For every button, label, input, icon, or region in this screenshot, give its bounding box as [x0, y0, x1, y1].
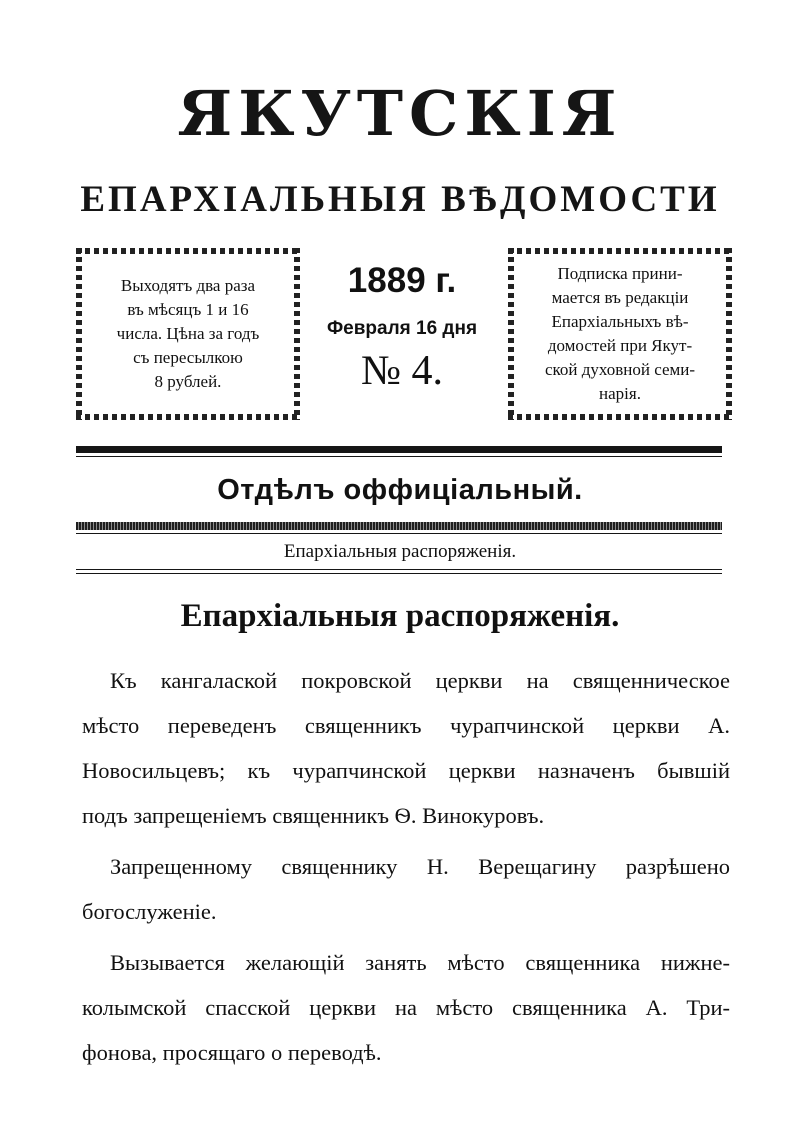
text-line: богослуженіе. — [82, 899, 217, 924]
divider-thin — [76, 533, 722, 534]
divider-hatched — [76, 522, 722, 530]
article-title: Епархіальныя распоряженія. — [180, 598, 620, 634]
divider-thick — [76, 446, 722, 453]
subscription-terms-box — [76, 248, 300, 420]
divider-thin — [76, 573, 722, 574]
subscription-office-text — [545, 262, 695, 406]
text-line: Къ кангалаской покровской церкви на священническое — [110, 668, 730, 693]
box-line: мается въ редакціи — [551, 288, 689, 307]
box-line: ской духовной семи- — [544, 360, 696, 379]
text-line: колымской спасской церкви на мѣсто священника А. Три- — [82, 995, 730, 1020]
issue-date: Февраля 16 дня — [326, 318, 478, 339]
issue-number: № 4. — [360, 348, 444, 394]
text-line: мѣсто переведенъ священникъ чурапчинской церкви А. — [82, 713, 730, 738]
subscription-terms-text — [117, 274, 260, 394]
masthead-subtitle: ЕПАРХІАЛЬНЫЯ ВѢДОМОСТИ — [80, 179, 720, 220]
issue-year: 1889 г. — [347, 261, 457, 300]
box-line: нарія. — [599, 384, 641, 403]
box-line: домостей при Якут- — [547, 336, 693, 355]
text-line: Новосильцевъ; къ чурапчинской церкви назначенъ бывшій — [82, 758, 730, 783]
box-line: 8 рублей. — [154, 372, 222, 391]
section-subtitle: Епархіальныя распоряженія. — [283, 541, 517, 562]
text-line: Вызывается желающій занять мѣсто священника нижне- — [110, 950, 730, 975]
box-line: Выходятъ два раза — [120, 276, 256, 295]
paragraph — [82, 940, 730, 1075]
paragraph — [82, 658, 730, 838]
box-line: въ мѣсяцъ 1 и 16 — [127, 300, 249, 319]
box-line: Подписка прини- — [557, 264, 683, 283]
issue-info — [300, 258, 504, 396]
text-line: Запрещенному священнику Н. Верещагину разрѣшено — [110, 854, 730, 879]
subscription-office-box — [508, 248, 732, 420]
paragraph — [82, 844, 730, 934]
divider-thin — [76, 456, 722, 457]
divider-thin — [76, 569, 722, 570]
box-line: съ пересылкою — [133, 348, 243, 367]
masthead-title: ЯКУТСКІЯ — [177, 77, 623, 150]
text-line: подъ запрещеніемъ священникъ Ѳ. Винокуровъ. — [82, 803, 545, 828]
box-line: Епархіальныхъ вѣ- — [551, 312, 689, 331]
article-body — [82, 658, 730, 1081]
box-line: числа. Цѣна за годъ — [116, 324, 260, 343]
section-title: Отдѣлъ оффиціальный. — [217, 474, 583, 506]
text-line: фонова, просящаго о переводѣ. — [82, 1040, 382, 1065]
